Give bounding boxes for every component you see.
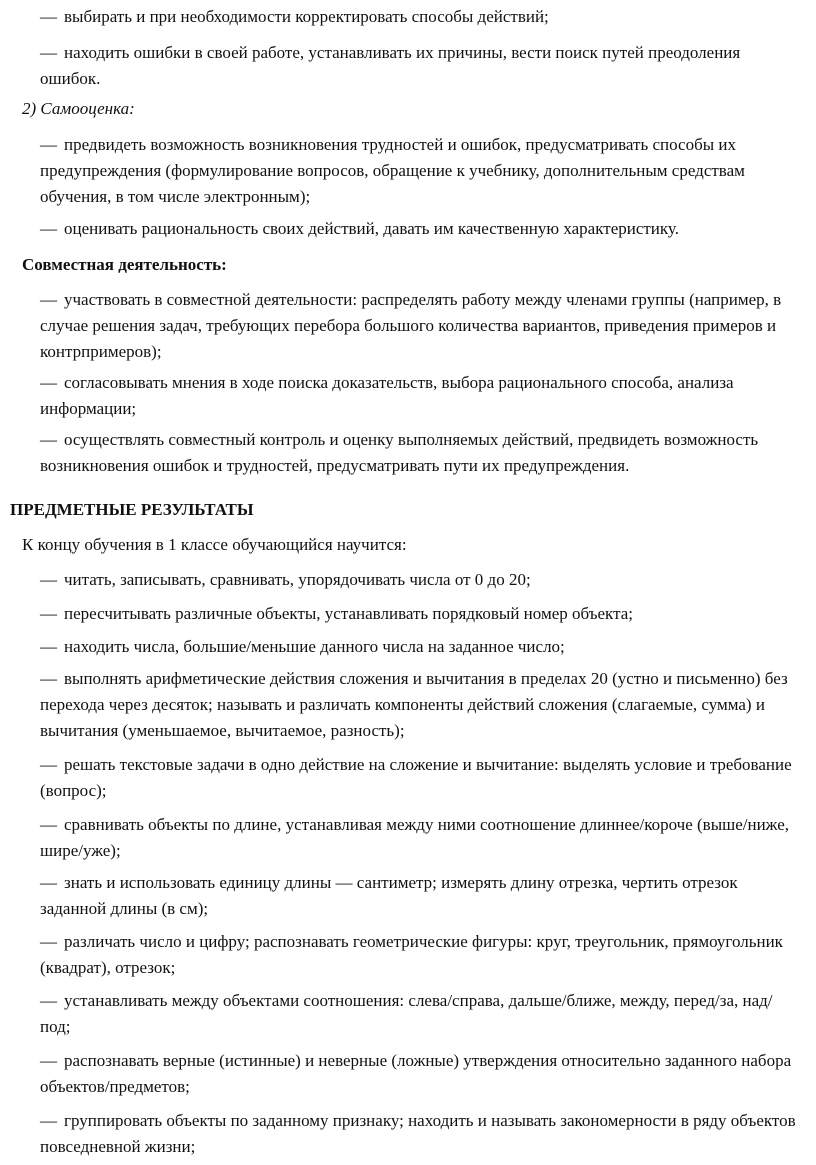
list-item-text: оценивать рациональность своих действий, давать им качественную характеристику. [64,219,679,238]
list-item-text: выбирать и при необходимости корректировать способы действий; [64,7,549,26]
list-item [40,634,800,660]
list-item [40,870,800,922]
list-item-text: осуществлять совместный контроль и оценку выполняемых действий, предвидеть возможность возникновения ошибок и трудностей, предусматривать пути их предупреждения. [40,430,759,475]
list-item [40,216,800,242]
list-item-text: различать число и цифру; распознавать геометрические фигуры: круг, треугольник, прямоугольник (квадрат), отрезок; [40,932,783,977]
list-item [40,4,800,30]
dash-marker: — [40,637,57,656]
section-intro: К концу обучения в 1 классе обучающийся научится: [22,535,407,554]
list-item-text: предвидеть возможность возникновения трудностей и ошибок, предусматривать способы их предупреждения (формулирование вопросов, обращение к учебнику, дополнительным средствам обучения, в том числе электронным); [40,135,745,206]
list-item [40,287,800,365]
dash-marker: — [40,135,57,154]
dash-marker: — [40,815,57,834]
list-item-text: решать текстовые задачи в одно действие на сложение и вычитание: выделять условие и требование (вопрос); [40,755,792,800]
dash-marker: — [40,991,57,1010]
list-item [40,812,800,864]
list-item [40,666,800,744]
dash-marker: — [40,669,57,688]
list-item-text: сравнивать объекты по длине, устанавливая между ними соотношение длиннее/короче (выше/ниже, шире/уже); [40,815,789,860]
joint-activity-heading: Совместная деятельность: [22,255,227,274]
list-item [40,427,800,479]
dash-marker: — [40,290,57,309]
dash-marker: — [40,1111,57,1130]
dash-marker: — [40,873,57,892]
list-item-text: читать, записывать, сравнивать, упорядочивать числа от 0 до 20; [64,570,531,589]
list-item [40,370,800,422]
dash-marker: — [40,430,57,449]
list-item-text: знать и использовать единицу длины — сантиметр; измерять длину отрезка, чертить отрезок заданной длины (в см); [40,873,738,918]
list-item [40,567,800,593]
dash-marker: — [40,1051,57,1070]
list-item [40,988,800,1040]
list-item [40,929,800,981]
section-title: ПРЕДМЕТНЫЕ РЕЗУЛЬТАТЫ [10,500,254,519]
list-item-text: находить числа, большие/меньшие данного числа на заданное число; [64,637,565,656]
list-item-text: пересчитывать различные объекты, устанавливать порядковый номер объекта; [64,604,633,623]
self-assessment-heading: 2) Самооценка: [22,99,135,118]
list-item-text: находить ошибки в своей работе, устанавливать их причины, вести поиск путей преодоления ошибок. [40,43,741,88]
list-item-text: выполнять арифметические действия сложения и вычитания в пределах 20 (устно и письменно) без перехода через десяток; называть и различать компоненты действий сложения (слагаемые, сумма) и вычитания (уменьшаемое, вычитаемое, разность); [40,669,788,740]
dash-marker: — [40,604,57,623]
list-item [40,1108,800,1160]
dash-marker: — [40,932,57,951]
dash-marker: — [40,43,57,62]
list-item [40,40,800,92]
dash-marker: — [40,755,57,774]
dash-marker: — [40,570,57,589]
dash-marker: — [40,219,57,238]
dash-marker: — [40,373,57,392]
list-item [40,752,800,804]
list-item-text: группировать объекты по заданному признаку; находить и называть закономерности в ряду объектов повседневной жизни; [40,1111,796,1156]
list-item [40,601,800,627]
list-item-text: согласовывать мнения в ходе поиска доказательств, выбора рационального способа, анализа информации; [40,373,734,418]
list-item [40,132,800,210]
dash-marker: — [40,7,57,26]
list-item-text: распознавать верные (истинные) и неверные (ложные) утверждения относительно заданного набора объектов/предметов; [40,1051,792,1096]
list-item-text: устанавливать между объектами соотношения: слева/справа, дальше/ближе, между, перед/за, над/под; [40,991,773,1036]
list-item [40,1048,800,1100]
list-item-text: участвовать в совместной деятельности: распределять работу между членами группы (например, в случае решения задач, требующих перебора большого количества вариантов, приведения примеров и контрпримеров); [40,290,782,361]
